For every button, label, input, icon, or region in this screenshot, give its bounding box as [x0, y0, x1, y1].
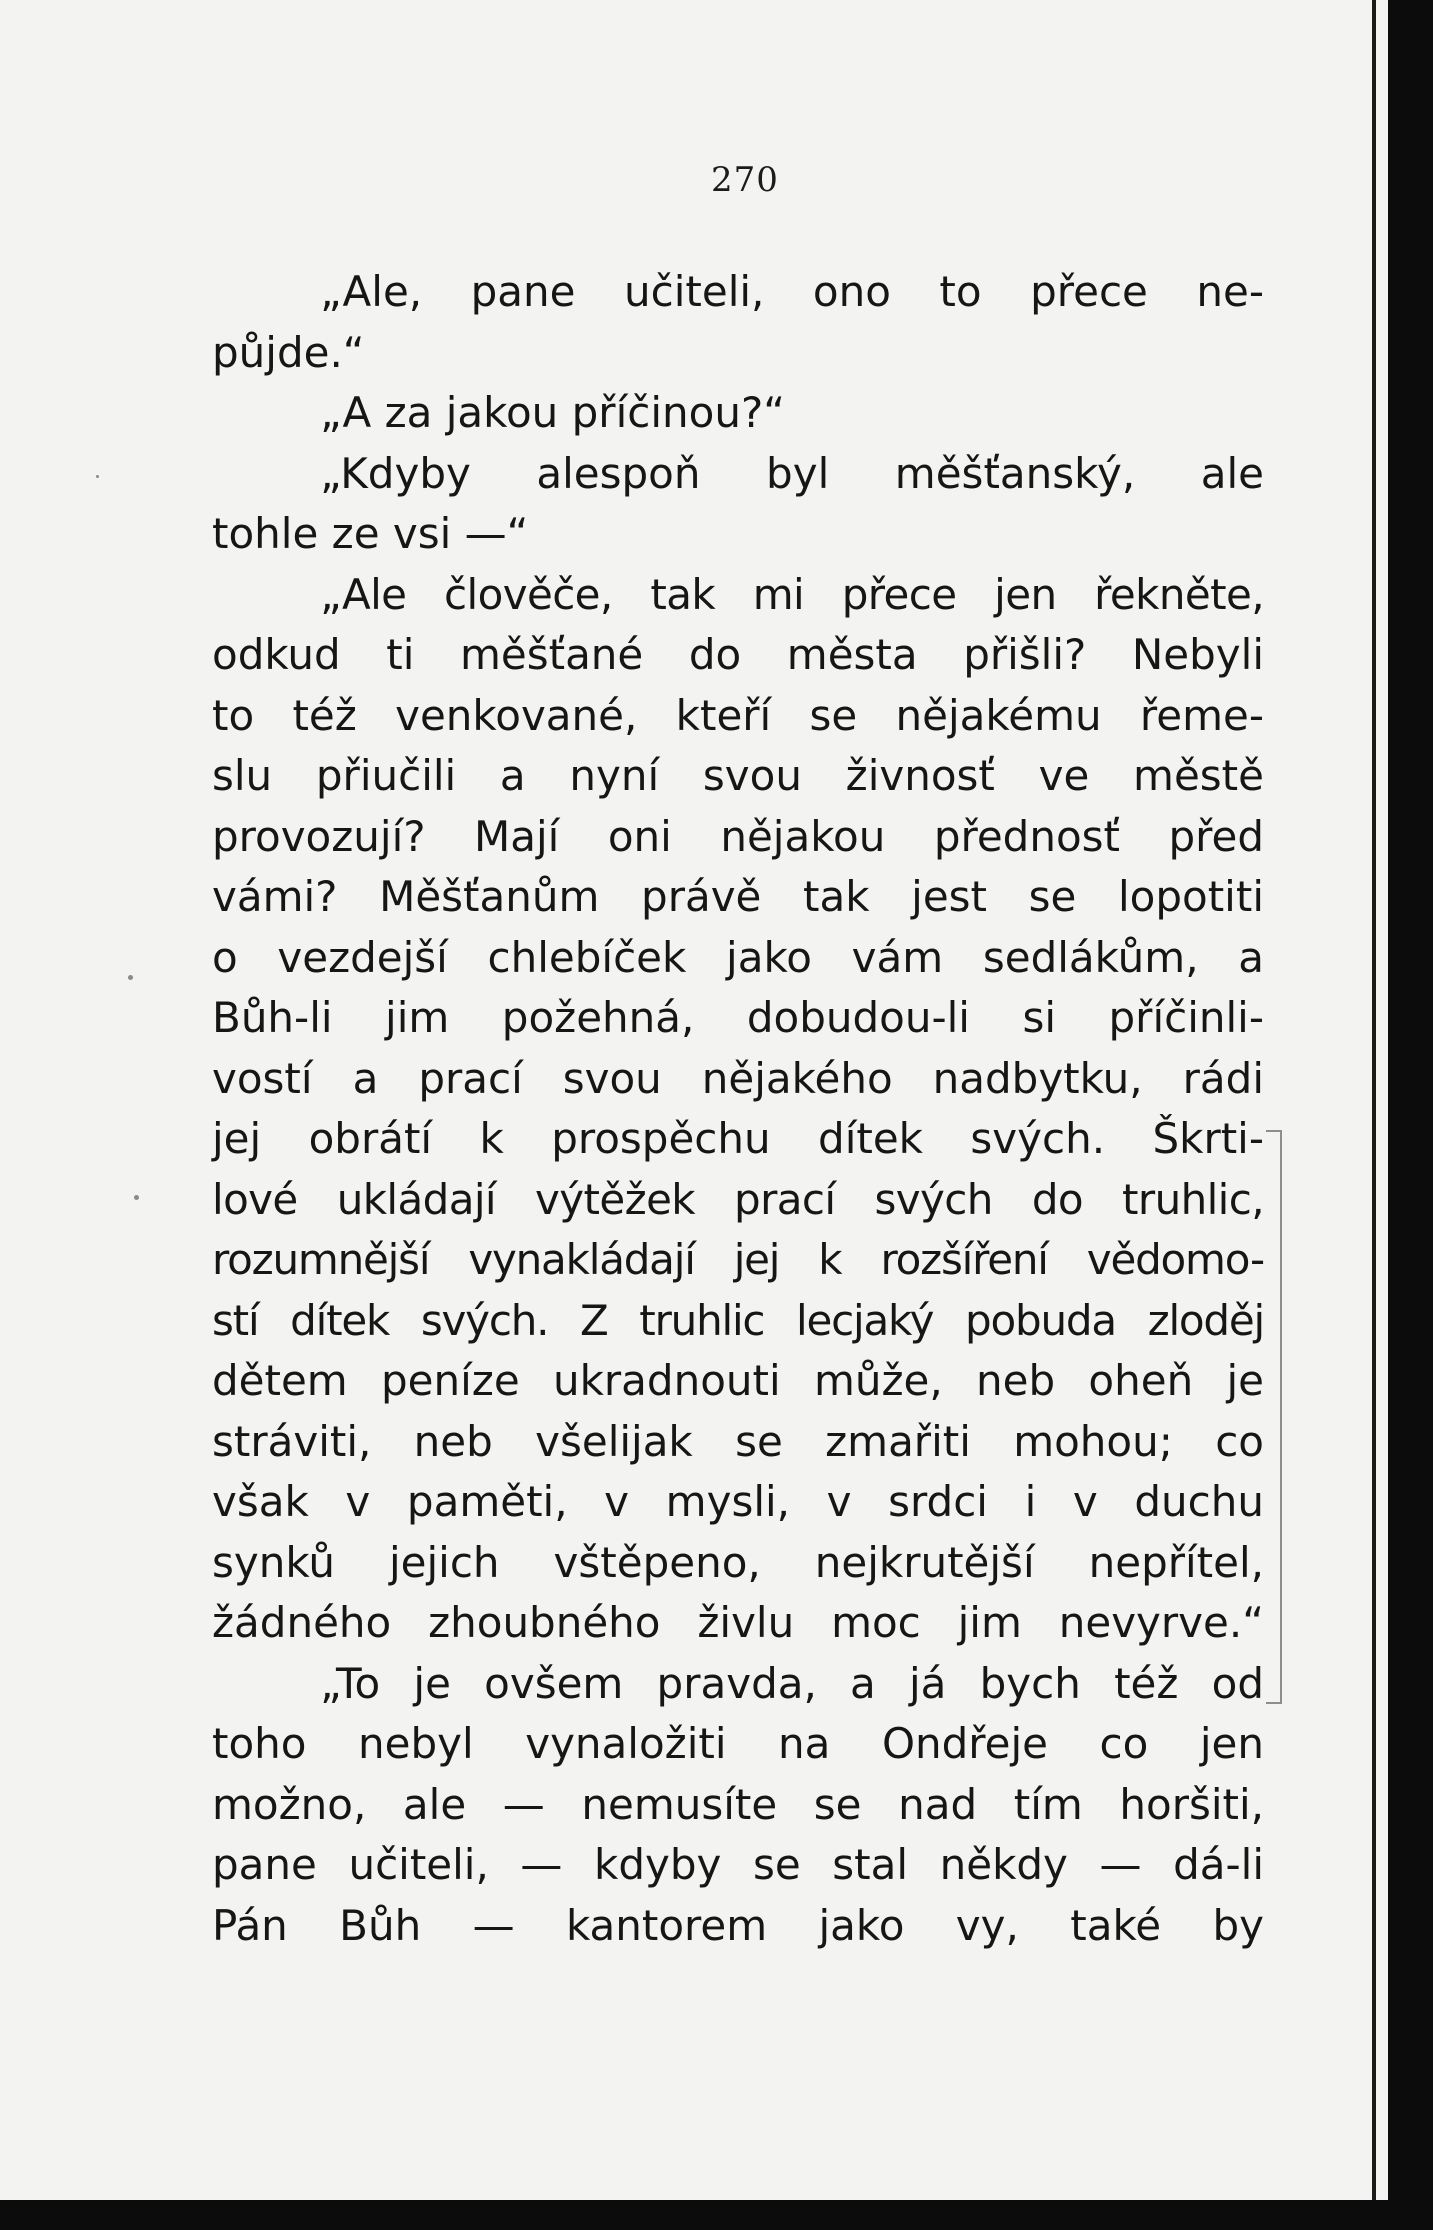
text-line: provozují? Mají oni nějakou přednosť před	[212, 811, 1264, 861]
text-line: Pán Bůh — kantorem jako vy, také by	[212, 1900, 1264, 1950]
text-line: Bůh-li jim požehná, dobudou-li si příčinli-	[212, 993, 1264, 1042]
text-line: „A za jakou příčinou?“	[320, 388, 785, 437]
text-line: „Ale člověče, tak mi přece jen řekněte,	[320, 569, 1264, 619]
text-line: však v paměti, v mysli, v srdci i v duchu	[212, 1477, 1264, 1526]
text-line: lové ukládají výtěžek prací svých do truhlic,	[212, 1174, 1264, 1224]
text-line: pane učiteli, — kdyby se stal někdy — dá-li	[212, 1840, 1264, 1889]
text-line: dětem peníze ukradnouti může, neb oheň je	[212, 1356, 1264, 1405]
text-line: půjde.“	[212, 327, 365, 377]
paper-speck	[128, 975, 133, 980]
text-line: rozumnější vynakládají jej k rozšíření vědomo-	[212, 1235, 1264, 1284]
text-line: o vezdejší chlebíček jako vám sedlákům, a	[212, 932, 1264, 982]
text-line: vámi? Měšťanům právě tak jest se lopotiti	[212, 872, 1264, 921]
body-text	[212, 262, 1264, 1956]
book-spine-shadow	[1388, 0, 1433, 2230]
paper-speck	[96, 475, 99, 478]
text-line: stráviti, neb všelijak se zmařiti mohou; co	[212, 1416, 1264, 1466]
text-line: slu přiučili a nyní svou živnosť ve městě	[212, 751, 1264, 800]
text-line: „Kdyby alespoň byl měšťanský, ale	[320, 448, 1264, 498]
text-line: vostí a prací svou nějakého nadbytku, rádi	[212, 1053, 1264, 1103]
text-line: možno, ale — nemusíte se nad tím horšiti,	[212, 1779, 1264, 1829]
text-line: „Ale, pane učiteli, ono to přece ne-	[320, 267, 1264, 316]
bottom-edge-shadow	[0, 2200, 1433, 2230]
text-line: jej obrátí k prospěchu dítek svých. Škrti-	[212, 1114, 1264, 1163]
text-line: toho nebyl vynaložiti na Ondřeje co jen	[212, 1719, 1264, 1768]
text-line: tohle ze vsi —“	[212, 509, 529, 558]
text-line: synků jejich vštěpeno, nejkrutější nepřítel,	[212, 1537, 1264, 1587]
margin-bracket	[1266, 1130, 1282, 1704]
page-edge-line	[1372, 0, 1376, 2200]
page-number: 270	[711, 160, 779, 200]
paper-speck	[134, 1195, 139, 1200]
text-line: žádného zhoubného živlu moc jim nevyrve.“	[212, 1598, 1264, 1647]
text-line: odkud ti měšťané do města přišli? Nebyli	[212, 630, 1264, 679]
text-line: „To je ovšem pravda, a já bych též od	[320, 1658, 1264, 1708]
text-line: stí dítek svých. Z truhlic lecjaký pobuda zloděj	[212, 1295, 1264, 1345]
text-line: to též venkované, kteří se nějakému řeme-	[212, 690, 1264, 740]
